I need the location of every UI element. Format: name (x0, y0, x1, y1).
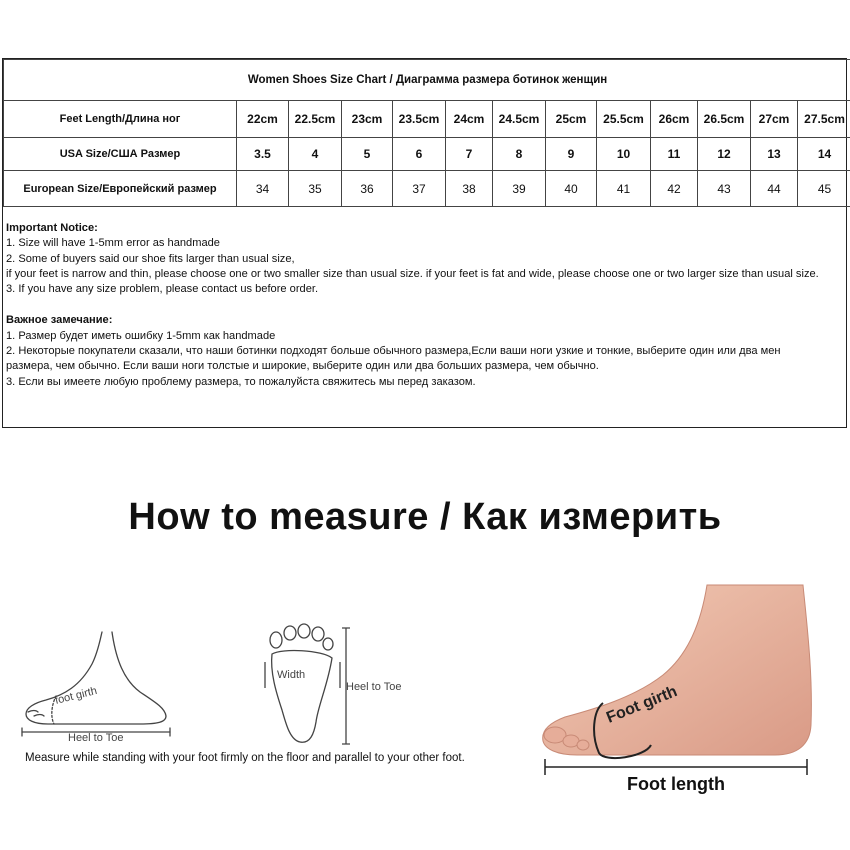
row-label: USA Size/США Размер (4, 138, 237, 171)
size-cell: 26cm (651, 101, 698, 138)
size-table (3, 59, 850, 207)
foot-girth-label-large: Foot girth (604, 682, 680, 727)
foot-photo-illustration (535, 585, 825, 800)
notice-en-line: if your feet is narrow and thin, please choose one or two smaller size than usual size. if your feet is fat and wide, please choose one or two larger size than usual size. (6, 267, 819, 280)
how-to-measure-title: How to measure / Как измерить (128, 496, 722, 538)
row-label: Feet Length/Длина ног (4, 101, 237, 138)
size-cell: 43 (698, 171, 751, 207)
heel-to-toe-label-left: Heel to Toe (68, 732, 124, 744)
size-cell: 26.5cm (698, 101, 751, 138)
european-size-row (4, 171, 850, 207)
size-cell: 36 (342, 171, 393, 207)
foot-girth-label: foot girth (53, 684, 99, 707)
size-cell: 38 (446, 171, 493, 207)
foot-outline (26, 632, 166, 724)
foot-length-label: Foot length (627, 774, 725, 794)
size-cell: 42 (651, 171, 698, 207)
size-cell: 5 (342, 138, 393, 171)
size-cell: 9 (546, 138, 597, 171)
heel-to-toe-label-right: Heel to Toe (346, 681, 402, 693)
notice-heading-en: Important Notice: (6, 222, 98, 234)
usa-size-row (4, 138, 850, 171)
foot-shape (543, 585, 812, 755)
size-cell: 3.5 (237, 138, 289, 171)
size-cell: 23cm (342, 101, 393, 138)
size-cell: 25cm (546, 101, 597, 138)
notice-en-line: 1. Size will have 1-5mm error as handmade (6, 237, 220, 250)
size-cell: 39 (493, 171, 546, 207)
size-cell: 45 (798, 171, 850, 207)
size-cell: 14 (798, 138, 850, 171)
size-cell: 35 (289, 171, 342, 207)
size-cell: 44 (751, 171, 798, 207)
size-cell: 10 (597, 138, 651, 171)
measure-caption: Measure while standing with your foot firmly on the floor and parallel to your other foot. (25, 752, 465, 764)
size-chart-title: Women Shoes Size Chart / Диаграмма размера ботинок женщин (4, 60, 850, 101)
size-cell: 41 (597, 171, 651, 207)
notice-en-line: 3. If you have any size problem, please contact us before order. (6, 283, 319, 296)
footprint-diagram (262, 622, 422, 747)
size-cell: 6 (393, 138, 446, 171)
feet-length-row (4, 101, 850, 138)
notice-ru-line: 2. Некоторые покупатели сказали, что наши ботинки подходят больше обычного размера,Если ваши ноги узкие и тонкие, выберите один или два мен (6, 345, 781, 358)
size-cell: 24cm (446, 101, 493, 138)
size-cell: 11 (651, 138, 698, 171)
size-cell: 13 (751, 138, 798, 171)
size-cell: 12 (698, 138, 751, 171)
size-cell: 24.5cm (493, 101, 546, 138)
sole-outline (272, 651, 332, 743)
size-cell: 37 (393, 171, 446, 207)
size-cell: 7 (446, 138, 493, 171)
notice-en-line: 2. Some of buyers said our shoe fits larger than usual size, (6, 252, 295, 265)
size-cell: 22.5cm (289, 101, 342, 138)
notice-heading-ru: Важное замечание: (6, 314, 113, 327)
size-cell: 27cm (751, 101, 798, 138)
size-cell: 23.5cm (393, 101, 446, 138)
width-label: Width (277, 669, 306, 681)
notice-ru-line: 1. Размер будет иметь ошибку 1-5mm как handmade (6, 329, 276, 342)
size-cell: 4 (289, 138, 342, 171)
size-cell: 8 (493, 138, 546, 171)
size-cell: 25.5cm (597, 101, 651, 138)
size-chart (2, 58, 847, 428)
size-cell: 27.5cm (798, 101, 850, 138)
notice-ru-line: 3. Если вы имеете любую проблему размера, то пожалуйста свяжитесь мы перед заказом. (6, 375, 476, 388)
notice-ru-line: размера, чем обычно. Если ваши ноги толстые и широкие, выберите один или два больших размера, чем обычно. (6, 360, 599, 373)
size-cell: 40 (546, 171, 597, 207)
side-foot-diagram (20, 620, 180, 750)
size-cell: 34 (237, 171, 289, 207)
row-label: European Size/Европейский размер (4, 171, 237, 207)
important-notice (6, 221, 844, 390)
size-cell: 22cm (237, 101, 289, 138)
